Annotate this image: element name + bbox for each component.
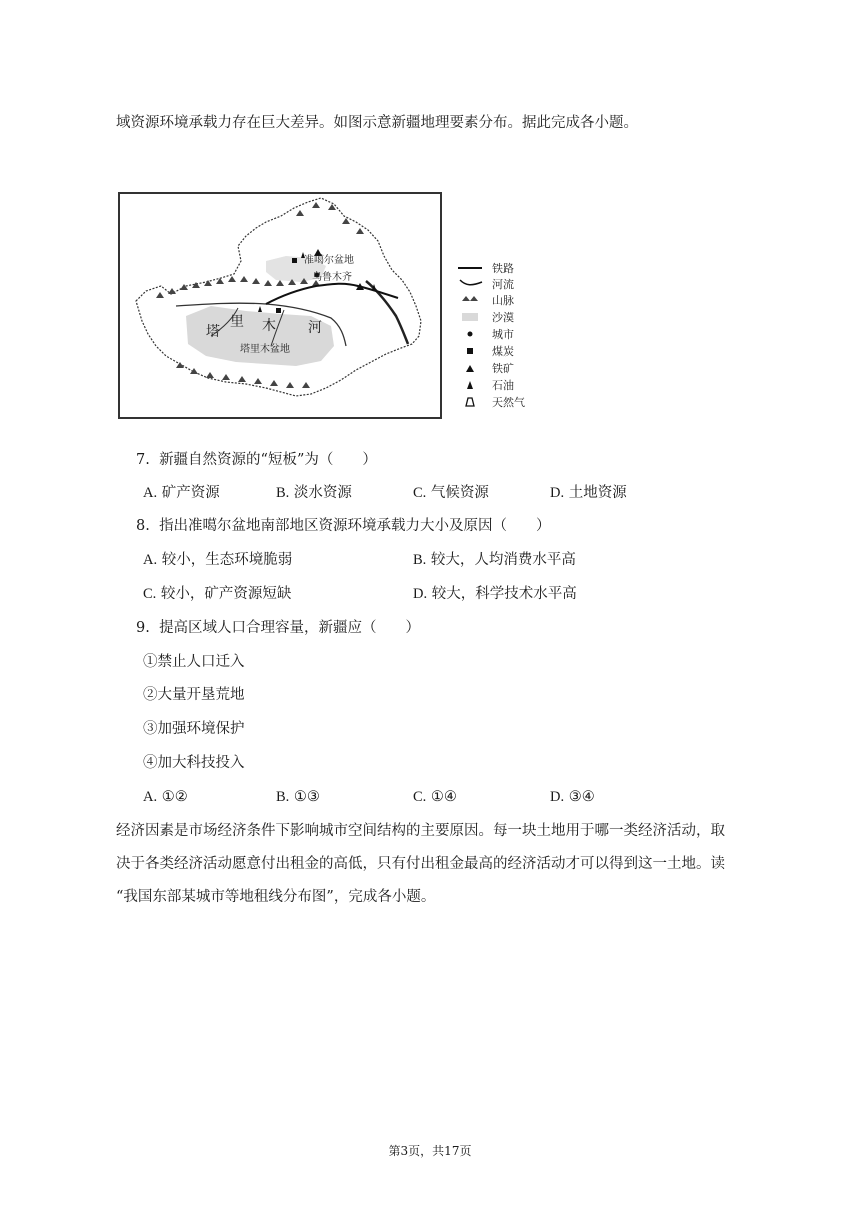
legend-city-label: 城市 [492,328,514,341]
option-7b[interactable]: B. 淡水资源 [276,485,352,501]
passage-line-1: 经济因素是市场经济条件下影响城市空间结构的主要原因。每一块土地用于哪一类经济活动，取 [116,823,725,839]
page-footer: 第3页，共17页 [388,1144,472,1158]
option-8b[interactable]: B. 较大，人均消费水平高 [413,552,576,568]
legend-mountain-label: 山脉 [492,294,514,307]
question-stem: 指出准噶尔盆地南部地区资源环境承载力大小及原因（ ） [159,518,551,534]
taklimakan-char-mu: 木 [262,318,276,334]
question-9 [136,618,420,638]
question-7 [136,450,377,470]
legend-river-label: 河流 [492,278,514,291]
taklimakan-char-ta: 塔 [206,324,220,340]
question-number: 8. [136,518,150,534]
question-stem: 新疆自然资源的“短板”为（ ） [159,452,377,468]
option-9c[interactable]: C. ①④ [413,789,457,805]
coal-symbol [292,258,297,263]
legend-coal-label: 煤炭 [492,345,514,358]
question-number: 7. [136,452,150,468]
option-9d[interactable]: D. ③④ [550,789,595,805]
xinjiang-map-figure [116,186,556,424]
option-9b[interactable]: B. ①③ [276,789,320,805]
urumqi-label: 乌鲁木齐 [312,272,352,283]
option-7d[interactable]: D. 土地资源 [550,485,627,501]
city-icon [468,332,473,337]
junggar-basin-label: 准噶尔盆地 [304,255,354,266]
taklimakan-char-li: 里 [230,314,244,330]
option-9a[interactable]: A. ①② [143,789,188,805]
statement-4: ④加大科技投入 [143,755,245,771]
statement-3: ③加强环境保护 [143,721,245,737]
river-icon [460,280,482,285]
desert-icon [462,313,478,321]
legend-railway-label: 铁路 [492,262,514,275]
statement-1: ①禁止人口迁入 [143,654,245,670]
legend-gas-label: 天然气 [492,396,525,409]
option-8c[interactable]: C. 较小，矿产资源短缺 [143,586,292,602]
coal-symbol [276,308,281,313]
passage-line-2: 决于各类经济活动愿意付出租金的高低，只有付出租金最高的经济活动才可以得到这一土地。读 [116,856,725,872]
intro-paragraph: 域资源环境承载力存在巨大差异。如图示意新疆地理要素分布。据此完成各小题。 [116,115,638,131]
iron-ore-icon [466,365,474,372]
question-stem: 提高区域人口合理容量，新疆应（ ） [159,620,421,636]
legend-desert-label: 沙漠 [492,311,514,324]
passage-line-3: “我国东部某城市等地租线分布图”，完成各小题。 [116,889,436,905]
coal-icon [467,348,473,354]
option-7c[interactable]: C. 气候资源 [413,485,489,501]
option-7a[interactable]: A. 矿产资源 [143,485,220,501]
option-8a[interactable]: A. 较小，生态环境脆弱 [143,552,293,568]
legend-oil-label: 石油 [492,379,514,392]
question-8 [136,516,551,536]
option-8d[interactable]: D. 较大，科学技术水平高 [413,586,577,602]
map-legend [458,261,525,409]
question-number: 9. [136,620,150,636]
taklimakan-char-he: 河 [308,320,322,336]
natural-gas-icon [466,398,474,406]
legend-iron-label: 铁矿 [492,362,514,375]
mountain-icon [462,296,478,301]
statement-2: ②大量开垦荒地 [143,687,245,703]
tarim-basin-label: 塔里木盆地 [240,344,290,355]
oil-icon [467,381,473,389]
